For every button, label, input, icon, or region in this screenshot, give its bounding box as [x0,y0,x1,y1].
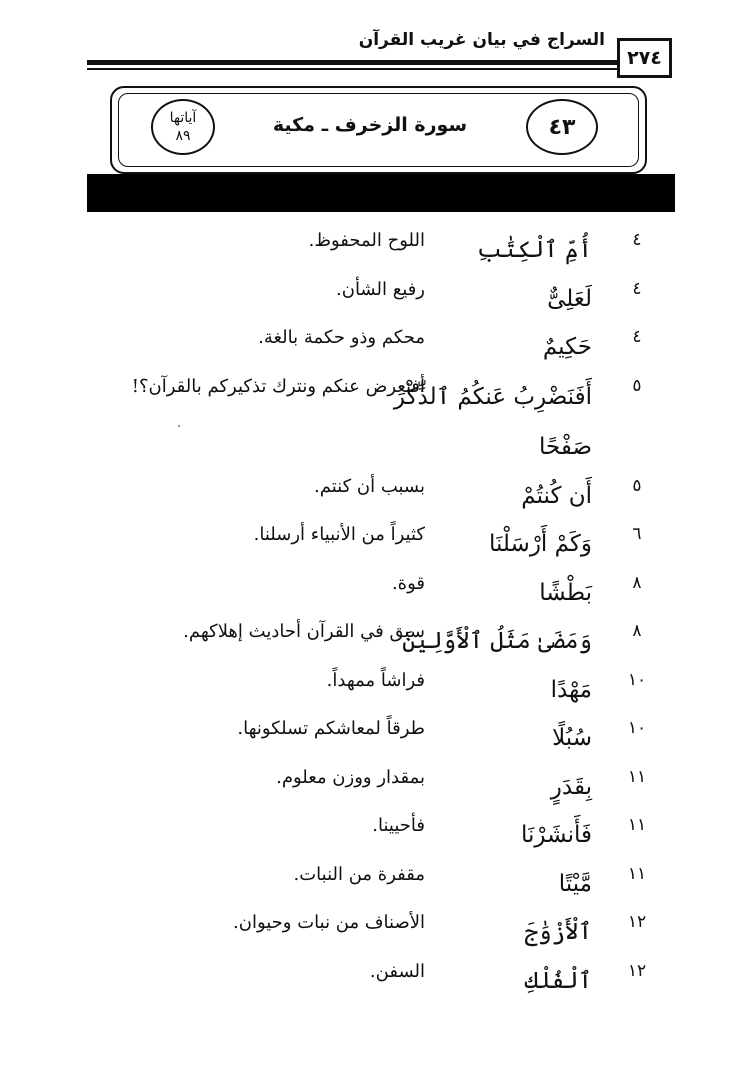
quran-word: مَّيْتًا [558,870,592,897]
list-item [0,565,755,614]
quran-word: بِقَدَرٍ [550,773,592,800]
verse-number: ١٠ [627,718,647,738]
list-item [0,368,755,468]
list-item [0,807,755,856]
scan-speck [178,425,180,427]
glossary-list [0,222,755,1001]
quran-word: لَعَلِىٌّ [547,285,592,312]
list-item [0,222,755,271]
verse-number: ١١ [627,863,647,884]
quran-word: بَطْشًا [539,579,592,606]
header-rule-thin [87,68,617,70]
word-meaning: محكم وذو حكمة بالغة. [258,327,425,348]
page-number: ٢٧٤ [617,38,672,78]
verse-number: ٤ [632,278,642,299]
list-item [0,953,755,1002]
quran-word: فَأَنشَرْنَا [520,822,592,848]
book-title: السراج في بيان غريب القرآن [358,30,605,50]
list-item [0,468,755,517]
list-item [0,759,755,808]
quran-word: أَفَنَضْرِبُ عَنكُمُ ٱلذِّكْرَ صَفْحًا [393,383,592,460]
word-meaning: مقفرة من النبات. [293,863,425,885]
word-meaning: بسبب أن كنتم. [314,475,425,497]
quran-word: ٱلْفُلْكِ [524,967,592,994]
verse-number: ٥ [632,475,642,496]
surah-number: ٤٣ [548,114,576,140]
verse-number: ١١ [627,815,647,835]
verse-number: ٨ [632,621,642,641]
quran-word: حَكِيمٌ [542,334,592,360]
verse-number: ١٢ [627,960,647,981]
word-meaning: قوة. [391,572,425,594]
quran-word: وَمَضَىٰ مَثَلُ ٱلْأَوَّلِينَ [402,628,592,654]
word-meaning: بمقدار ووزن معلوم. [276,766,425,788]
surah-name: سورة الزخرف ـ مكية [272,114,468,136]
verse-number: ١١ [627,766,647,787]
list-item [0,662,755,711]
quran-word: مَهْدًا [550,676,592,703]
verse-number: ٤ [632,230,642,250]
list-item [0,710,755,759]
word-meaning: كثيراً من الأنبياء أرسلنا. [253,524,425,545]
word-meaning: فأحيينا. [372,815,425,836]
quran-word: وَكَمْ أَرْسَلْنَا [488,531,592,557]
list-item [0,904,755,953]
verse-number: ٤ [632,327,642,347]
verse-number: ١٠ [627,669,647,690]
list-item [0,516,755,565]
quran-word: أَن كُنتُمْ [521,482,592,509]
word-meaning: طرقاً لمعاشكم تسلكونها. [237,718,425,739]
quran-word: ٱلْأَزْوَٰجَ [524,919,592,945]
word-meaning: فراشاً ممهداً. [326,669,425,691]
list-item [0,613,755,662]
surah-number-badge [526,99,598,155]
word-meaning: اللوح المحفوظ. [308,230,425,251]
word-meaning: أفنعرض عنكم ونترك تذكيركم بالقرآن؟! [131,375,425,397]
verse-number: ٦ [632,524,642,544]
verse-number: ٨ [632,572,642,593]
list-item [0,856,755,905]
quran-word: سُبُلًا [552,725,592,751]
ayat-label: آياتها [169,110,197,126]
quran-word: أُمِّ ٱلْكِتَٰبِ [476,237,592,263]
ayat-count: ٨٩ [175,128,191,144]
verse-number: ٥ [632,375,642,396]
verse-number: ١٢ [627,912,647,932]
ayat-count-badge [151,99,215,155]
word-meaning: رفيع الشأن. [336,278,425,300]
list-item [0,319,755,368]
header-rule-thick [87,60,617,65]
word-meaning: الأصناف من نبات وحيوان. [233,912,425,933]
word-meaning: السفن. [369,960,425,982]
word-meaning: سبق في القرآن أحاديث إهلاكهم. [183,621,425,642]
list-item [0,271,755,320]
section-bar [87,174,675,212]
